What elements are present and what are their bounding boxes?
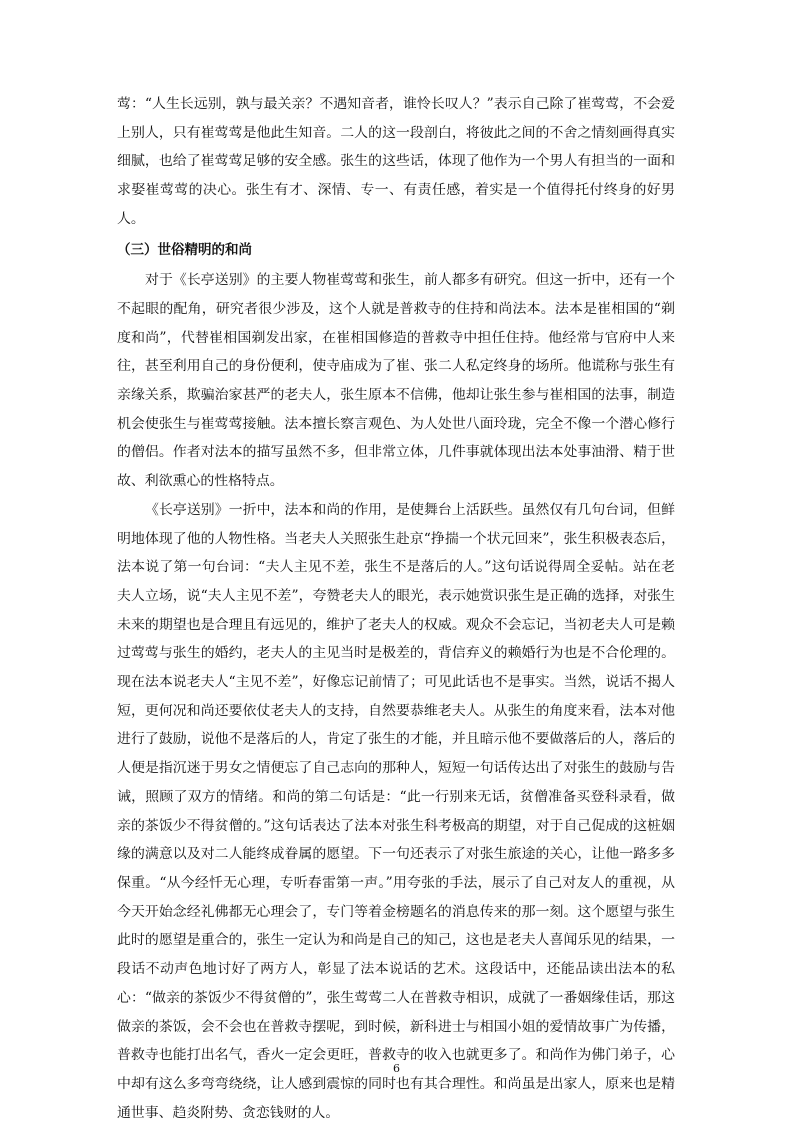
section-heading: （三）世俗精明的和尚 [117, 241, 252, 258]
body-paragraph: 《长亭送别》一折中，法本和尚的作用，是使舞台上活跃些。虽然仅有几句台词，但鲜明地体现了他的人物性格。当老夫人关照张生赴京“挣揣一个状元回来”，张生积极表态后，法本说了第一句台词：“夫人主见不差，张生不是落后的人。”这句话说得周全妥帖。站在老夫人立场，说“夫人主见不差”，夸赞老夫人的眼光，表示她赏识张生是正确的选择，对张生未来的期望也是合理且有远见的，维护了老夫人的权威。观众不会忘记，当初老夫人可是赖过莺莺与张生的婚约，老夫人的主见当时是极差的，背信弃义的赖婚行为也是不合伦理的。现在法本说老夫人“主见不差”，好像忘记前情了；可见此话也不是事实。当然，说话不揭人短，更何况和尚还要依仗老夫人的支持，自然要恭维老夫人。从张生的角度来看，法本对他进行了鼓励，说他不是落后的人，肯定了张生的才能，并且暗示他不要做落后的人，落后的人便是指沉迷于男女之情便忘了自己志向的那种人，短短一句话传达出了对张生的鼓励与告诫，照顾了双方的情绪。和尚的第二句话是：“此一行别来无话，贫僧准备买登科录看，做亲的茶饭少不得贫僧的。”这句话表达了法本对张生科考极高的期望，对于自己促成的这桩姻缘的满意以及对二人能终成眷属的愿望。下一句还表示了对张生旅途的关心，让他一路多多保重。“从今经忏无心理，专听春雷第一声。”用夸张的手法，展示了自己对友人的重视，从今天开始念经礼佛都无心理会了，专门等着金榜题名的消息传来的那一刻。这个愿望与张生此时的愿望是重合的，张生一定认为和尚是自己的知己，这也是老夫人喜闻乐见的结果，一段话不动声色地讨好了两方人，彰显了法本说话的艺术。这段话中，还能品读出法本的私心：“做亲的茶饭少不得贫僧的”，张生莺莺二人在普救寺相识，成就了一番姻缘佳话，那这做亲的茶饭，会不会也在普救寺摆呢，到时候，新科进士与相国小姐的爱情故事广为传播，普救寺也能打出名气，香火一定会更旺，普救寺的收入也就更多了。和尚作为佛门弟子，心中却有这么多弯弯绕绕，让人感到震惊的同时也有其合理性。和尚虽是出家人，原来也是精通世事、趋炎附势、贪恋钱财的人。 [117, 501, 675, 1121]
body-paragraph: 对于《长亭送别》的主要人物崔莺莺和张生，前人都多有研究。但这一折中，还有一个不起眼的配角，研究者很少涉及，这个人就是普救寺的住持和尚法本。法本是崔相国的“剃度和尚”，代替崔相国剃发出家，在崔相国修造的普救寺中担任住持。他经常与官府中人来往，甚至利用自己的身份便利，使寺庙成为了崔、张二人私定终身的场所。他谎称与张生有亲缘关系，欺骗治家甚严的老夫人，张生原本不信佛，他却让张生参与崔相国的法事，制造机会使张生与崔莺莺接触。法本擅长察言观色、为人处世八面玲珑，完全不像一个潜心修行的僧侣。作者对法本的描写虽然不多，但非常立体，几件事就体现出法本处事油滑、精于世故、利欲熏心的性格特点。 [117, 272, 675, 490]
body-paragraph-continued: 莺：“人生长远别，孰与最关亲？不遇知音者，谁怜长叹人？”表示自己除了崔莺莺，不会爱上别人，只有崔莺莺是他此生知音。二人的这一段剖白，将彼此之间的不舍之情刻画得真实细腻，也给了崔莺莺足够的安全感。张生的这些话，体现了他作为一个男人有担当的一面和求娶崔莺莺的决心。张生有才、深情、专一、有责任感，着实是一个值得托付终身的好男人。 [117, 96, 675, 227]
document-body [117, 90, 675, 1127]
page-number: 6 [393, 1062, 400, 1075]
